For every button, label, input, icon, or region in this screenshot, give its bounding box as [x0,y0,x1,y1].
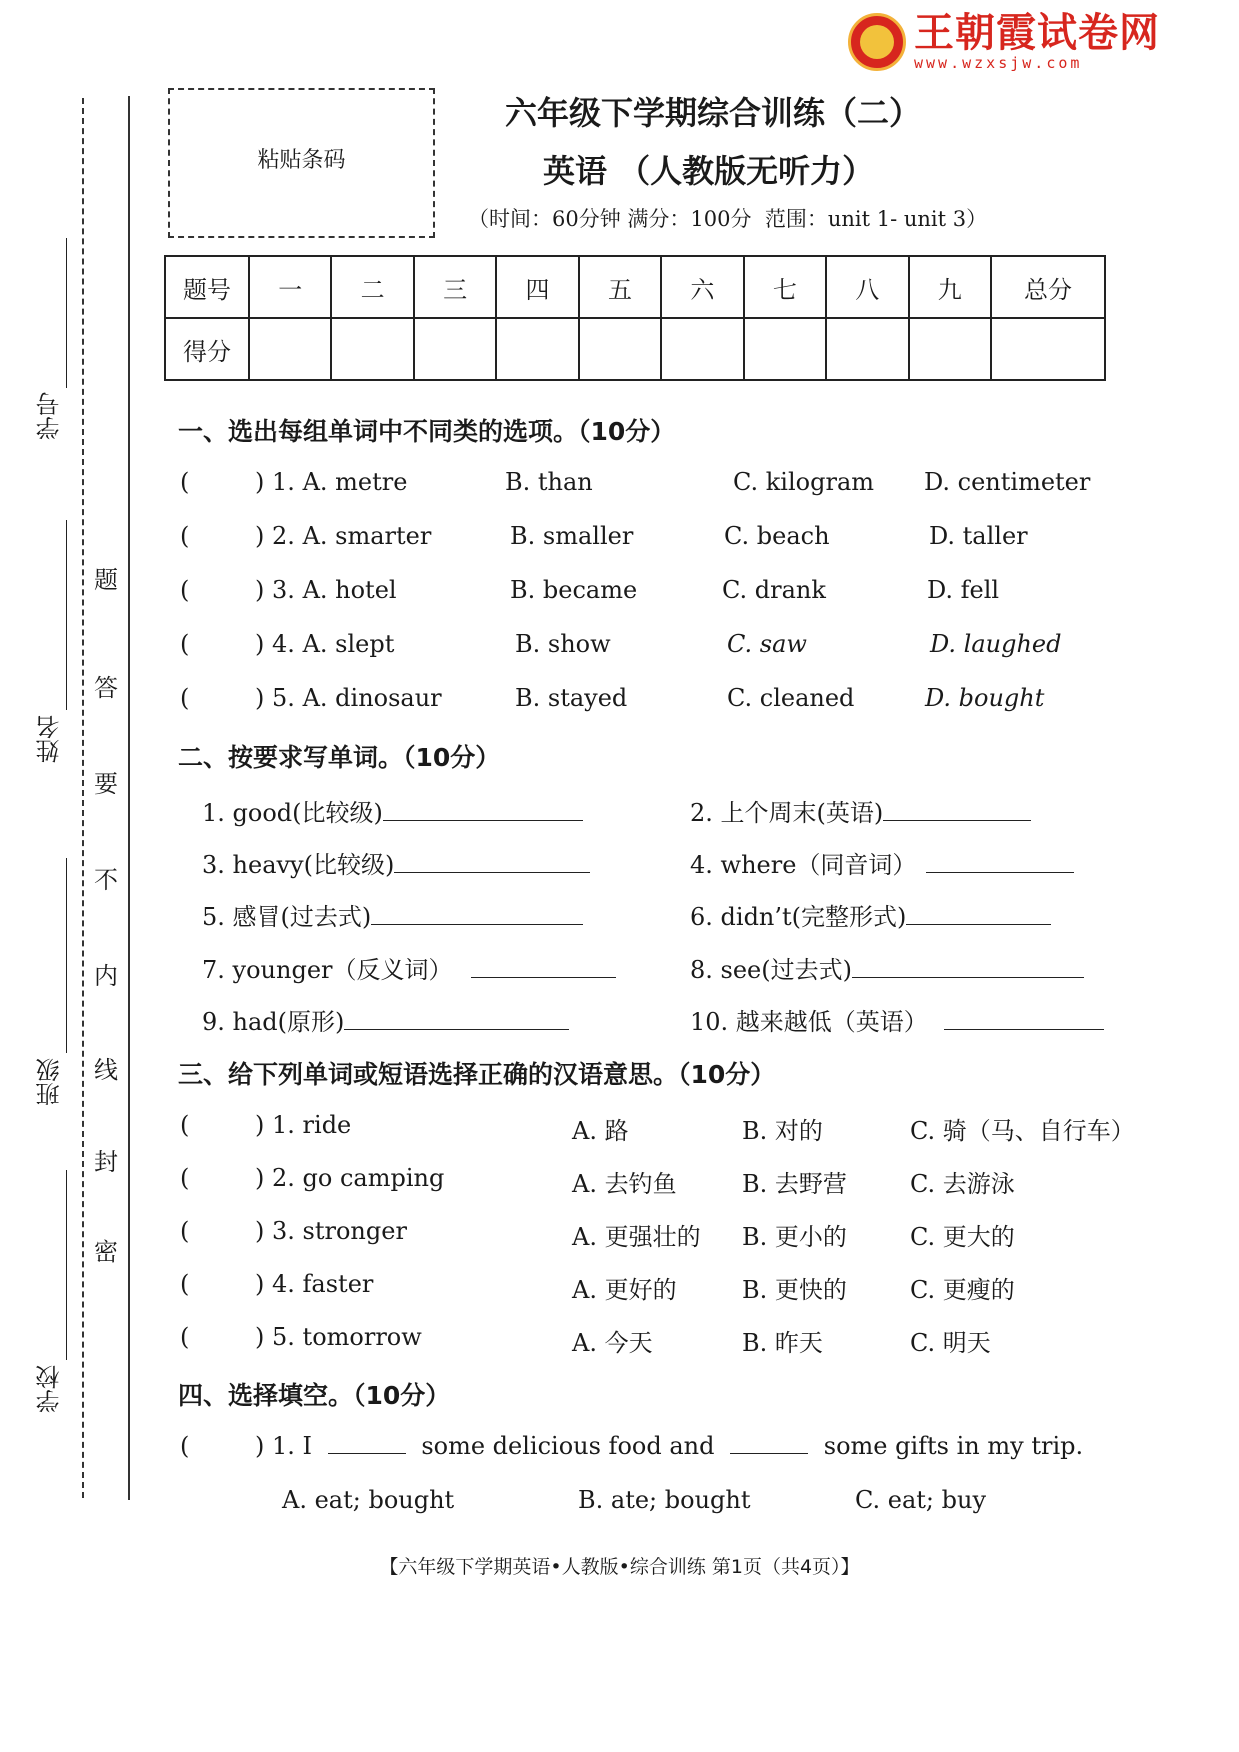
answer-blank[interactable] [883,819,1031,821]
option-c: C. beach [724,522,830,550]
section4-title: 四、选择填空。（10分） [178,1381,451,1410]
barcode-box [168,88,435,238]
score-cell[interactable] [496,318,578,380]
score-cell[interactable] [661,318,743,380]
header-cell: 六 [661,256,743,318]
score-table-header [165,256,1105,318]
exam-info: （时间：60分钟 满分：100分 范围：unit 1- unit 3） [468,207,988,231]
warning-char: 答 [94,674,118,702]
option-a: A. dinosaur [302,684,442,712]
score-cell[interactable] [744,318,826,380]
field-student-id: 学号 [36,392,64,440]
page-title: 六年级下学期综合训练（二） [505,94,922,132]
answer-paren-open: ( [180,630,190,658]
score-cell[interactable] [826,318,908,380]
logo-name: 王朝霞试卷网 [914,10,1160,56]
question-start: 1. I [272,1432,313,1460]
answer-paren-close: ) [255,1323,265,1351]
answer-paren-close: ) [255,1432,265,1460]
option-b: B. 昨天 [742,1329,823,1357]
option-d: D. fell [927,576,1000,604]
warning-char: 封 [94,1148,118,1176]
header-cell: 四 [496,256,578,318]
question-word: 5. tomorrow [272,1323,422,1351]
option-a: A. 更好的 [572,1276,677,1304]
fill-item: 3. heavy(比较级) [202,851,395,879]
option-b: B. 去野营 [742,1170,847,1198]
option-d: D. bought [925,684,1045,712]
warning-char: 内 [94,962,118,990]
binding-solid-line [128,96,130,1500]
option-c: C. eat; buy [855,1486,987,1514]
barcode-label: 粘贴条码 [257,147,346,173]
item-number: 5. [272,684,295,712]
site-logo [848,12,1160,72]
answer-paren-open: ( [180,1217,190,1245]
score-table [164,255,1106,381]
score-table-row [165,318,1105,380]
seal-icon [848,13,906,71]
section3-title: 三、给下列单词或短语选择正确的汉语意思。（10分） [178,1060,776,1089]
option-b: B. ate; bought [578,1486,751,1514]
question-middle: some delicious food and [421,1432,715,1460]
section1-title: 一、选出每组单词中不同类的选项。（10分） [178,417,676,446]
item-number: 3. [272,576,295,604]
answer-paren-close: ) [255,1270,265,1298]
option-a: A. eat; bought [282,1486,455,1514]
field-class: 班级 [36,1058,64,1106]
option-a: A. 去钓鱼 [572,1170,677,1198]
field-student-id-line [66,238,67,388]
answer-paren-close: ) [255,1111,265,1139]
option-c: C. 更大的 [910,1223,1015,1251]
header-cell: 二 [331,256,413,318]
fill-item: 1. good(比较级) [202,799,383,827]
score-cell[interactable] [249,318,331,380]
option-d: D. taller [929,522,1028,550]
header-cell: 八 [826,256,908,318]
field-class-line [66,858,67,1053]
option-a: A. smarter [302,522,432,550]
option-c: C. kilogram [733,468,875,496]
answer-paren-open: ( [180,576,190,604]
option-d: D. laughed [930,630,1062,658]
answer-paren-open: ( [180,468,190,496]
fill-item: 8. see(过去式) [690,956,852,984]
field-school: 学校 [36,1365,64,1413]
score-cell[interactable] [579,318,661,380]
option-b: B. than [505,468,593,496]
score-cell[interactable] [414,318,496,380]
fill-item: 4. where（同音词） [690,851,917,879]
option-a: A. metre [302,468,408,496]
section2-title: 二、按要求写单词。（10分） [178,743,501,772]
answer-blank[interactable] [944,1028,1104,1030]
question-word: 4. faster [272,1270,374,1298]
binding-dashed-line [82,98,84,1498]
option-a: A. hotel [302,576,397,604]
question-end: some gifts in my trip. [823,1432,1084,1460]
option-c: C. 骑（马、自行车） [910,1117,1135,1145]
question-word: 3. stronger [272,1217,407,1245]
item-number: 1. [272,468,295,496]
score-cell[interactable] [331,318,413,380]
option-b: B. show [515,630,611,658]
page-footer: 【六年级下学期英语•人教版•综合训练 第1页（共4页）】 [379,1556,860,1578]
question-word: 2. go camping [272,1164,445,1192]
field-name-line [66,520,67,710]
answer-paren-close: ) [255,522,265,550]
question-word: 1. ride [272,1111,352,1139]
header-cell: 七 [744,256,826,318]
field-school-line [66,1170,67,1360]
fill-item: 2. 上个周末(英语) [690,799,884,827]
item-number: 4. [272,630,295,658]
fill-item: 6. didn’t(完整形式) [690,903,907,931]
header-cell: 题号 [165,256,249,318]
option-c: C. 明天 [910,1329,991,1357]
answer-blank[interactable] [906,923,1051,925]
fill-item: 10. 越来越低（英语） [690,1008,928,1036]
field-name: 姓名 [36,715,64,763]
option-a: A. slept [302,630,395,658]
option-c: C. 去游泳 [910,1170,1015,1198]
answer-paren-open: ( [180,522,190,550]
option-a: A. 路 [572,1117,629,1145]
answer-paren-close: ) [255,684,265,712]
score-cell[interactable] [991,318,1105,380]
option-b: B. smaller [510,522,634,550]
answer-paren-open: ( [180,1111,190,1139]
answer-paren-open: ( [180,1164,190,1192]
answer-paren-close: ) [255,1217,265,1245]
header-cell: 五 [579,256,661,318]
answer-blank[interactable] [371,923,583,925]
option-c: C. drank [722,576,826,604]
answer-paren-open: ( [180,684,190,712]
answer-paren-close: ) [255,1164,265,1192]
answer-paren-close: ) [255,468,265,496]
header-cell: 总分 [991,256,1105,318]
warning-char: 不 [94,866,118,894]
header-cell: 一 [249,256,331,318]
header-cell: 三 [414,256,496,318]
fill-item: 7. younger（反义词） [202,956,453,984]
option-b: B. 更快的 [742,1276,847,1304]
score-cell[interactable] [909,318,992,380]
warning-char: 题 [94,566,118,594]
option-b: B. 对的 [742,1117,823,1145]
answer-paren-open: ( [180,1270,190,1298]
fill-item: 5. 感冒(过去式) [202,903,372,931]
option-c: C. 更瘦的 [910,1276,1015,1304]
answer-blank[interactable] [383,819,583,821]
option-a: A. 更强壮的 [572,1223,701,1251]
answer-blank[interactable] [926,871,1074,873]
answer-blank[interactable] [471,976,616,978]
warning-char: 要 [94,770,118,798]
option-b: B. 更小的 [742,1223,847,1251]
answer-paren-close: ) [255,630,265,658]
option-b: B. stayed [515,684,628,712]
answer-blank[interactable] [394,871,590,873]
page-subtitle: 英语 （人教版无听力） [543,152,875,190]
answer-blank[interactable] [328,1452,406,1454]
answer-paren-open: ( [180,1432,190,1460]
answer-paren-open: ( [180,1323,190,1351]
header-cell: 九 [909,256,992,318]
fill-item: 9. had(原形) [202,1008,345,1036]
option-c: C. cleaned [727,684,855,712]
answer-blank[interactable] [852,976,1084,978]
option-d: D. centimeter [924,468,1091,496]
score-row-label: 得分 [165,318,249,380]
logo-url: www.wzxsjw.com [914,54,1083,72]
warning-char: 密 [94,1238,118,1266]
option-a: A. 今天 [572,1329,653,1357]
option-b: B. became [510,576,638,604]
warning-char: 线 [94,1056,118,1084]
item-number: 2. [272,522,295,550]
answer-blank[interactable] [730,1452,808,1454]
answer-blank[interactable] [344,1028,569,1030]
answer-paren-close: ) [255,576,265,604]
option-c: C. saw [727,630,807,658]
